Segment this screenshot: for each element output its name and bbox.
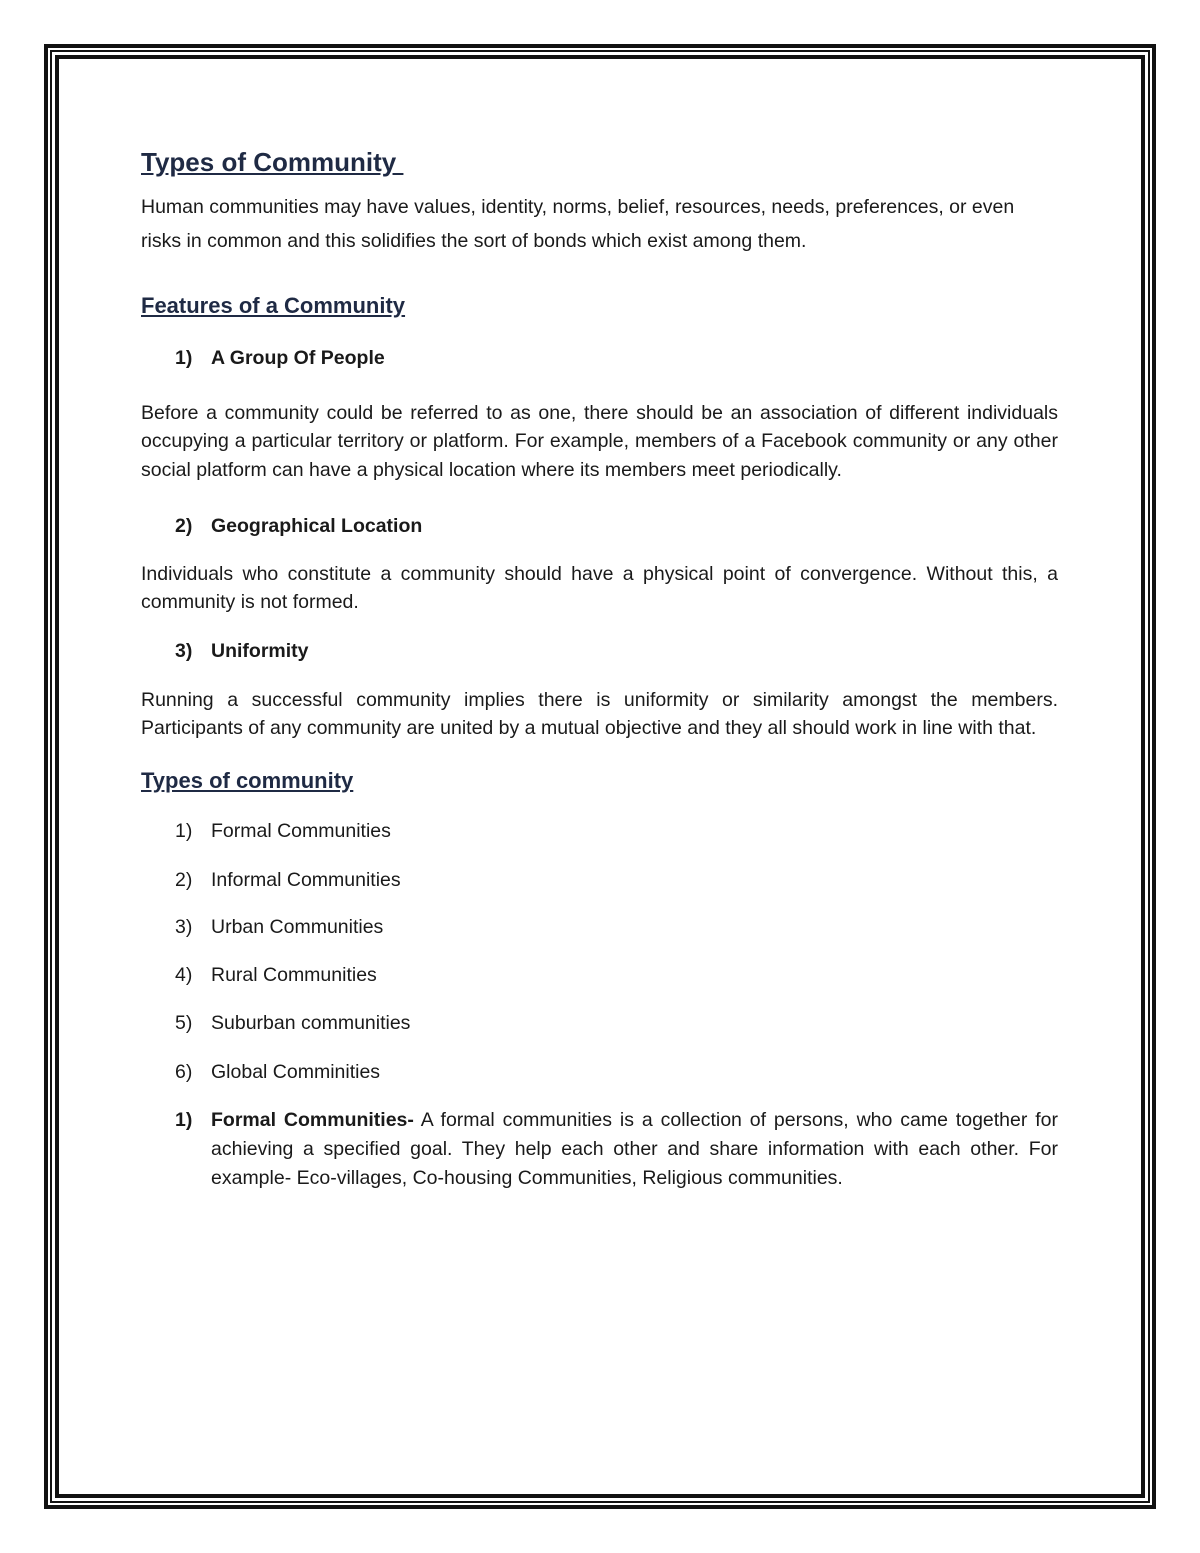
list-item bbox=[141, 961, 1058, 990]
feature-item-title bbox=[141, 512, 1058, 541]
list-item bbox=[141, 1009, 1058, 1038]
feature-item-title bbox=[141, 637, 1058, 666]
detail-item-number: 1) bbox=[175, 1109, 193, 1132]
list-item-number: 2) bbox=[175, 868, 193, 891]
list-item-label: Formal Communities bbox=[211, 820, 391, 843]
list-item bbox=[141, 866, 1058, 895]
feature-item-label: A Group Of People bbox=[211, 347, 385, 369]
list-item bbox=[141, 817, 1058, 846]
intro-paragraph: Human communities may have values, identity, norms, belief, resources, needs, preferences, or even risks in common and this solidifies the sort of bonds which exist among them. bbox=[141, 196, 1015, 252]
detail-item-text: A formal communities is a collection of persons, who came together for achieving a specified goal. They help each other and share information with each other. For example- Eco-villages, Co-housing Communities, Religious communities. bbox=[211, 1109, 1058, 1189]
detail-item-body bbox=[211, 1106, 1058, 1192]
feature-item-number: 1) bbox=[175, 347, 193, 369]
list-item-number: 5) bbox=[175, 1011, 193, 1034]
page-title: Types of Community bbox=[141, 147, 404, 177]
list-item bbox=[141, 1058, 1058, 1087]
feature-item-number: 3) bbox=[175, 639, 193, 662]
feature-item-label: Geographical Location bbox=[211, 514, 423, 537]
feature-item-number: 2) bbox=[175, 514, 193, 537]
list-item-number: 4) bbox=[175, 964, 193, 987]
list-item-label: Suburban communities bbox=[211, 1011, 411, 1034]
list-item-label: Urban Communities bbox=[211, 916, 384, 939]
list-item bbox=[141, 913, 1058, 942]
feature-item-title bbox=[141, 344, 1058, 373]
list-item-number: 6) bbox=[175, 1060, 193, 1083]
features-heading: Features of a Community bbox=[141, 293, 406, 318]
detail-item bbox=[141, 1106, 1058, 1192]
list-item-number: 3) bbox=[175, 916, 193, 939]
list-item-label: Rural Communities bbox=[211, 964, 377, 987]
feature-item-label: Uniformity bbox=[211, 639, 309, 662]
feature-description: Individuals who constitute a community should have a physical point of convergence. Without this, a community is not formed. bbox=[141, 562, 1058, 614]
document-body bbox=[141, 140, 1058, 1192]
feature-description: Before a community could be referred to as one, there should be an association of different individuals occupying a particular territory or platform. For example, members of a Facebook community or any other social platform can have a physical location where its members meet periodically. bbox=[141, 401, 1058, 482]
list-item-label: Informal Communities bbox=[211, 868, 401, 891]
types-heading: Types of community bbox=[141, 768, 354, 794]
feature-description: Running a successful community implies there is uniformity or similarity amongst the members. Participants of any community are united by a mutual objective and they all should work in line with that. bbox=[141, 688, 1058, 740]
list-item-number: 1) bbox=[175, 820, 193, 843]
detail-item-term: Formal Communities- bbox=[211, 1109, 414, 1132]
list-item-label: Global Comminities bbox=[211, 1060, 381, 1083]
